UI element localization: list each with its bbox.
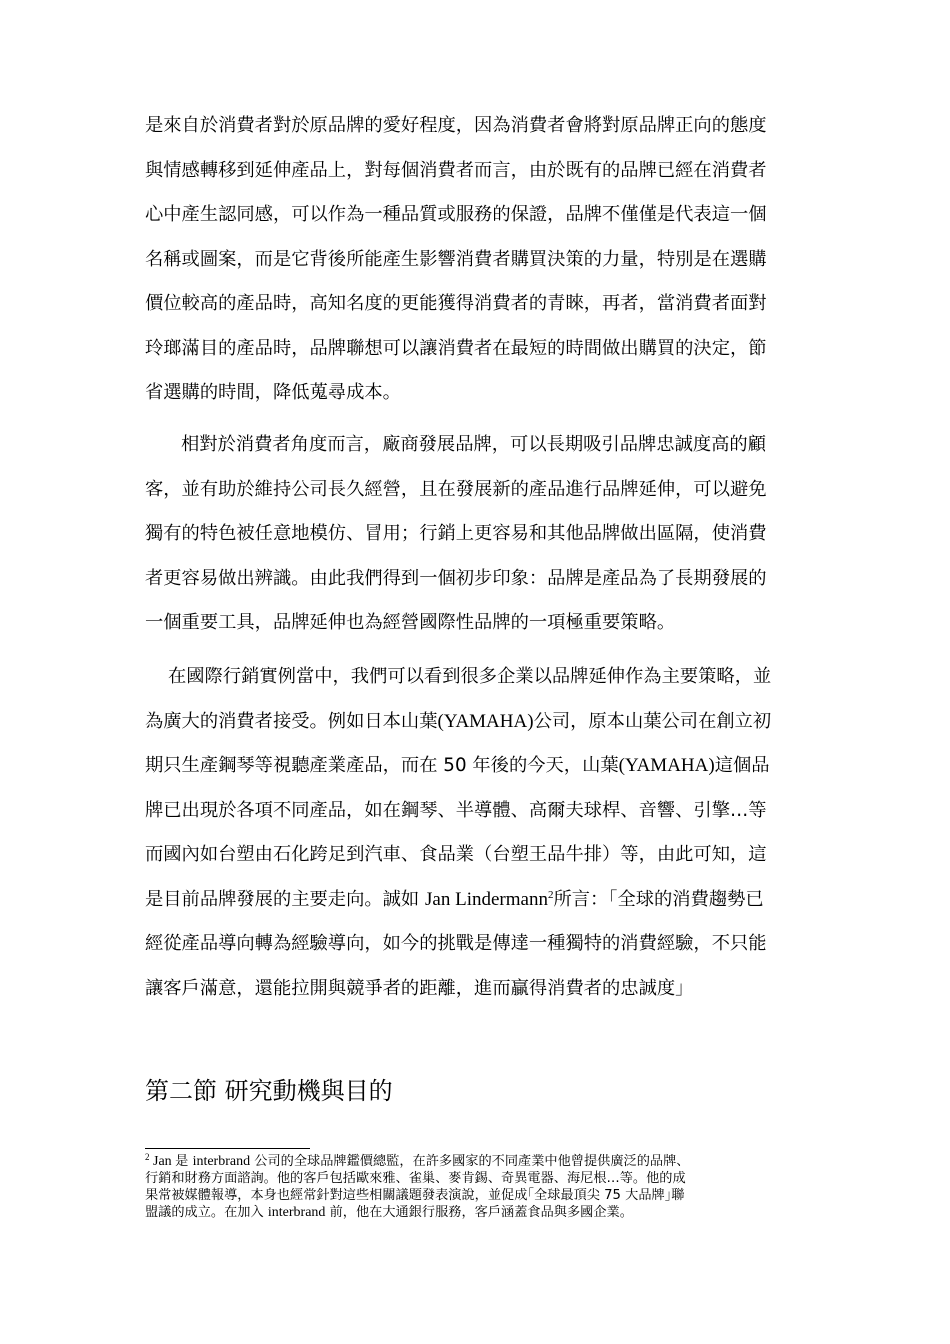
footnote-line: 行銷和財務方面諮詢。他的客戶包括歐來雅、雀巢、麥肯錫、奇異電器、海尼根…等。他的成: [145, 1171, 686, 1186]
text-segment: 公司的全球品牌鑑價總監，在許多國家的不同產業中他曾提供廣泛的品牌、: [250, 1154, 690, 1169]
text-line: 心中產生認同感，可以作為一種品質或服務的保證，品牌不僅僅是代表這一個: [145, 204, 767, 225]
footnote-reference[interactable]: 2: [547, 888, 554, 901]
text-line: 而國內如台塑由石化跨足到汽車、食品業（台塑王品牛排）等，由此可知，這: [145, 844, 767, 865]
text-line: [145, 878, 810, 923]
latin-text: interbrand: [267, 1205, 326, 1220]
text-line: 價位較高的產品時，高知名度的更能獲得消費者的青睞，再者，當消費者面對: [145, 293, 767, 314]
text-line: [145, 744, 810, 789]
latin-text: (YAMAHA): [618, 755, 715, 776]
text-segment: 是目前品牌發展的主要走向。誠如: [145, 888, 426, 910]
paragraph-brand-affinity: [145, 104, 810, 416]
text-line: 獨有的特色被任意地模仿、冒用；行銷上更容易和其他品牌做出區隔，使消費: [145, 523, 767, 544]
footnote-mark: 2: [145, 1153, 150, 1162]
text-line: 經從產品導向轉為經驗導向，如今的挑戰是傳達一種獨特的消費經驗，不只能: [145, 933, 767, 954]
text-line: 在國際行銷實例當中，我們可以看到很多企業以品牌延伸作為主要策略，並: [168, 666, 772, 687]
text-line: 客，並有助於維持公司長久經營，且在發展新的產品進行品牌延伸，可以避免: [145, 478, 767, 500]
text-line: 一個重要工具，品牌延伸也為經營國際性品牌的一項極重要策略。: [145, 612, 676, 633]
text-segment: 盟議的成立。在加入: [145, 1205, 268, 1220]
text-line: [145, 700, 810, 745]
text-line: 牌已出現於各項不同產品，如在鋼琴、半導體、高爾夫球桿、音響、引擎…等: [145, 799, 767, 821]
text-line: 是來自於消費者對於原品牌的愛好程度，因為消費者會將對原品牌正向的態度: [145, 115, 767, 136]
text-line: 省選購的時間，降低蒐尋成本。: [145, 382, 401, 403]
paragraph-manufacturer-perspective: [145, 423, 810, 646]
text-line: 者更容易做出辨識。由此我們得到一個初步印象：品牌是產品為了長期發展的: [145, 567, 767, 589]
text-line: 相對於消費者角度而言，廠商發展品牌，可以長期吸引品牌忠誠度高的顧: [181, 434, 766, 455]
text-line: 玲瑯滿目的產品時，品牌聯想可以讓消費者在最短的時間做出購買的決定，節: [145, 337, 767, 359]
text-line: 與情感轉移到延伸產品上，對每個消費者而言，由於既有的品牌已經在消費者: [145, 159, 767, 181]
paragraph-international-examples: [145, 655, 810, 1011]
footnote-line: [145, 1153, 810, 1170]
text-line: 名稱或圖案，而是它背後所能產生影響消費者購買決策的力量，特別是在選購: [145, 248, 767, 270]
text-segment: 為廣大的消費者接受。例如日本山葉: [145, 710, 438, 732]
text-segment: 前，他在大通銀行服務，客戶涵蓋食品與多國企業。: [325, 1205, 633, 1220]
footnote-line: [145, 1204, 810, 1221]
text-segment: 是: [175, 1154, 193, 1169]
text-segment: 期只生產鋼琴等視聽產業產品，而在 50 年後的今天，山葉: [145, 755, 619, 776]
text-segment: 公司，原本山葉公司在創立初: [533, 710, 772, 732]
latin-text: Jan Lindermann: [425, 888, 548, 910]
footnote-divider: [145, 1148, 310, 1149]
footnote-line: 果常被媒體報導，本身也經常針對這些相關議題發表演說，並促成｢全球最頂尖 75 大品牌｣聯: [145, 1188, 685, 1203]
text-segment: 所言：「全球的消費趨勢已: [553, 888, 764, 910]
section-heading: 第二節 研究動機與目的: [145, 1077, 393, 1105]
latin-text: interbrand: [192, 1154, 251, 1169]
footnote: [145, 1153, 810, 1221]
text-segment: 這個品: [714, 755, 770, 776]
latin-text: (YAMAHA): [437, 710, 534, 732]
latin-text: Jan: [149, 1154, 176, 1169]
text-line: 讓客戶滿意，還能拉開與競爭者的距離，進而贏得消費者的忠誠度」: [145, 977, 694, 999]
